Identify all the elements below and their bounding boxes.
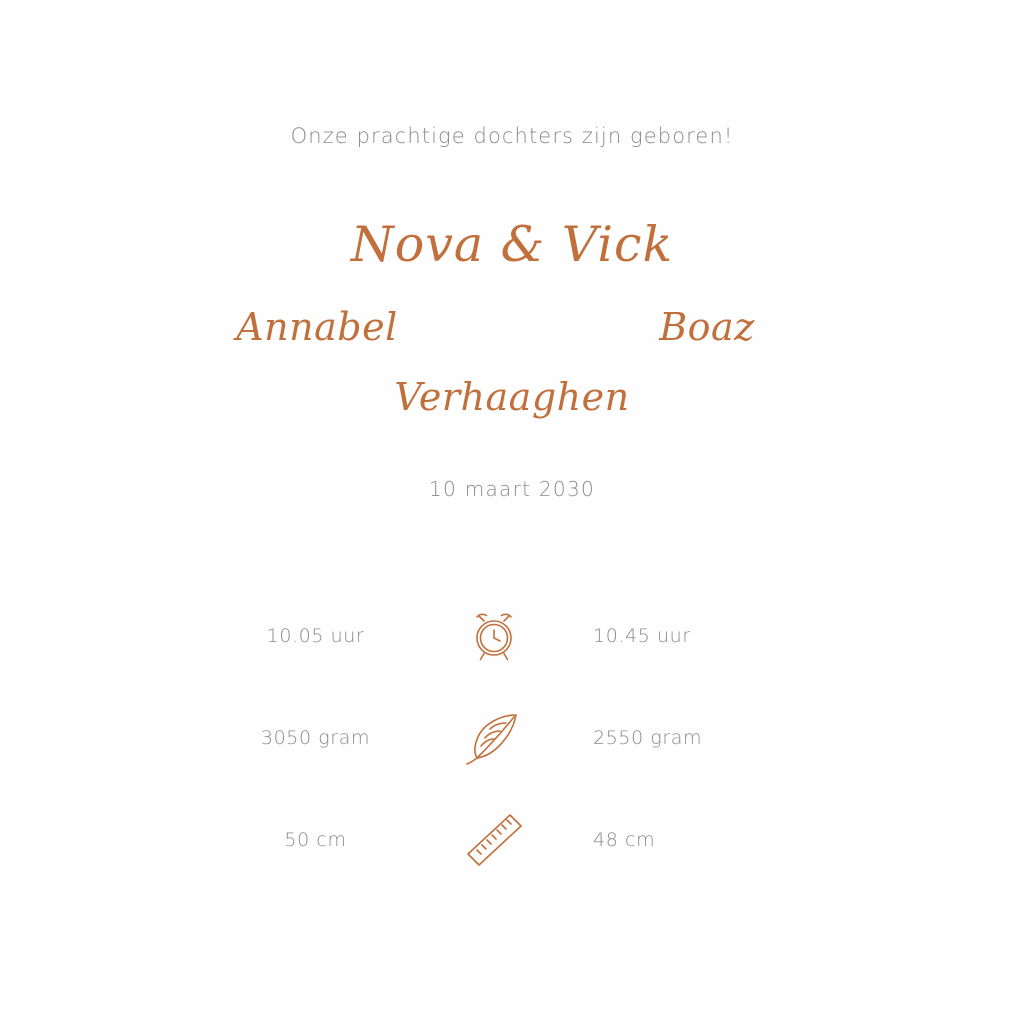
weight-left-value: 3050 gram xyxy=(260,727,371,749)
announcement-heading: Onze prachtige dochters zijn geboren! xyxy=(290,124,734,148)
alarm-clock-icon xyxy=(439,605,549,667)
ruler-icon xyxy=(439,809,549,871)
family-surname: Verhaaghen xyxy=(394,375,630,419)
time-right-value: 10.45 uur xyxy=(593,625,691,647)
time-left-value: 10.05 uur xyxy=(266,625,365,647)
detail-row-time xyxy=(200,585,824,687)
length-right-value: 48 cm xyxy=(593,829,656,851)
birth-date: 10 maart 2030 xyxy=(428,477,596,501)
weight-right-value: 2550 gram xyxy=(593,727,703,749)
middle-names-row xyxy=(0,305,1024,349)
middle-name-right: Boaz xyxy=(659,305,755,349)
length-left-value: 50 cm xyxy=(284,829,347,851)
babies-first-names: Nova & Vick xyxy=(350,216,674,273)
detail-row-weight xyxy=(200,687,824,789)
middle-name-left: Annabel xyxy=(236,305,398,349)
detail-row-length xyxy=(200,789,824,891)
birth-details-table xyxy=(200,585,824,891)
feather-icon xyxy=(439,709,549,767)
